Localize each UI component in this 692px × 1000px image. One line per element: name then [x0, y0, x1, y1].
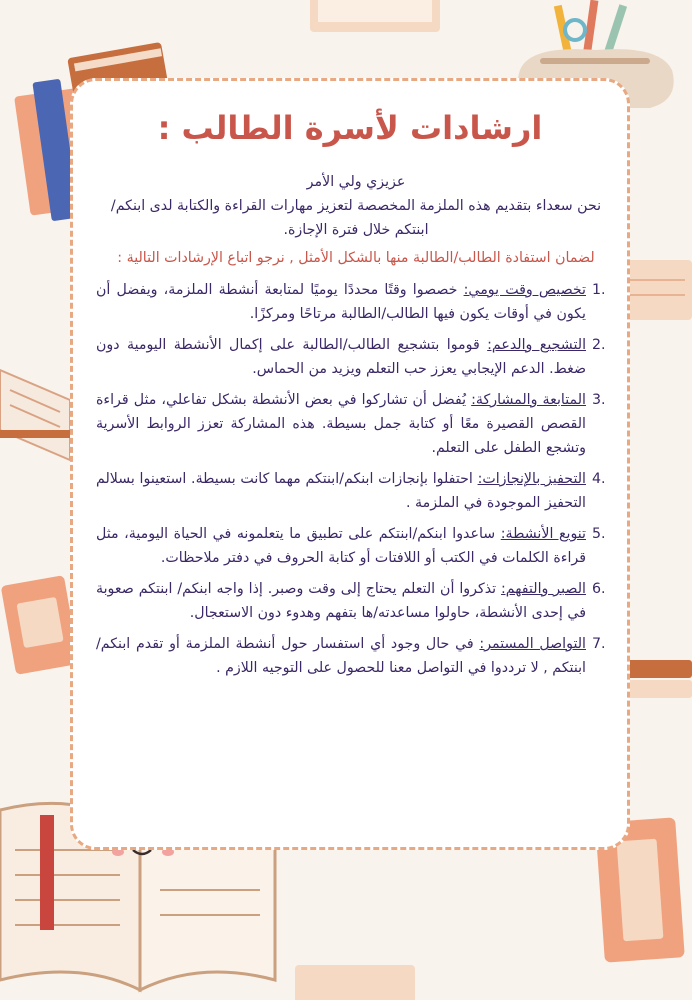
- list-item: [96, 467, 616, 515]
- item-heading: تنويع الأنشطة:: [500, 526, 587, 542]
- item-text: خصصوا وقتًا محددًا يوميًا لمتابعة أنشطة الملزمة، ويفضل أن يكون في أوقات يكون فيها الطالب/الطالبة مرتاحًا ومركزًا.: [96, 282, 586, 322]
- item-number: 4.: [592, 471, 606, 487]
- instruction-note: لضمان استفادة الطالب/الطالبة منها بالشكل الأمثل , نرجو اتباع الإرشادات التالية :: [117, 250, 595, 266]
- item-number: 5.: [592, 526, 606, 542]
- list-item: [96, 388, 616, 460]
- guidelines-content: [96, 170, 616, 687]
- item-heading: تخصيص وقت يومي:: [463, 282, 586, 298]
- list-item: [96, 632, 616, 680]
- intro-paragraph: نحن سعداء بتقديم هذه الملزمة المخصصة لتعزيز مهارات القراءة والكتابة لدى ابنكم/ابنتكم خلال فترة الإجازة.: [110, 198, 602, 238]
- book-bottom-center-illustration: [290, 965, 420, 1000]
- item-text: في حال وجود أي استفسار حول أنشطة الملزمة أو تقدم ابنكم/ابنتكم , لا ترددوا في التواصل معنا للحصول على التوجيه اللازم .: [96, 636, 586, 676]
- item-number: 2.: [592, 337, 606, 353]
- list-item: [96, 278, 616, 326]
- item-text: ساعدوا ابنكم/ابنتكم على تطبيق ما يتعلمونه في الحياة اليومية، مثل قراءة الكلمات في الكتب أو اللافتات أو كتابة الحروف في دفتر ملاحظات.: [96, 526, 586, 566]
- list-item: [96, 577, 616, 625]
- item-number: 6.: [592, 581, 606, 597]
- item-heading: التشجيع والدعم:: [487, 337, 587, 353]
- item-text: قوموا بتشجيع الطالب/الطالبة على إكمال الأنشطة اليومية دون ضغط. الدعم الإيجابي يعزز حب التعلم ويزيد من الحماس.: [96, 337, 586, 377]
- item-heading: الصبر والتفهم:: [501, 581, 586, 597]
- greeting: عزيزي ولي الأمر: [306, 174, 406, 190]
- item-number: 7.: [592, 636, 606, 652]
- item-text: احتفلوا بإنجازات ابنكم/ابنتكم مهما كانت بسيطة. استعينوا بسلالم التحفيز الموجودة في الملزمة .: [96, 471, 586, 511]
- list-item: [96, 522, 616, 570]
- item-text: يُفضل أن تشاركوا في بعض الأنشطة بشكل تفاعلي، مثل قراءة القصص القصيرة معًا أو كتابة جمل بسيطة. هذه المشاركة تعزز الروابط الأسرية وتشجع الطفل على التعلم.: [96, 392, 586, 456]
- book-left-lower-illustration: [0, 570, 80, 680]
- list-item: [96, 333, 616, 381]
- guidelines-list: [96, 278, 616, 680]
- book-top-center-illustration: [300, 0, 450, 40]
- book-left-middle-illustration: [0, 350, 80, 470]
- page-title: ارشادات لأسرة الطالب :: [157, 109, 543, 147]
- item-heading: المتابعة والمشاركة:: [471, 392, 586, 408]
- item-text: تذكروا أن التعلم يحتاج إلى وقت وصبر. إذا واجه ابنكم/ ابنتكم صعوبة في إحدى الأنشطة، حاولوا مساعدته/ها بتفهم وهدوء دون الاستعجال.: [96, 581, 586, 621]
- item-heading: التواصل المستمر:: [479, 636, 586, 652]
- book-stack-right-illustration: [620, 650, 692, 710]
- item-number: 1.: [592, 282, 606, 298]
- item-number: 3.: [592, 392, 606, 408]
- item-heading: التحفيز بالإنجازات:: [477, 471, 586, 487]
